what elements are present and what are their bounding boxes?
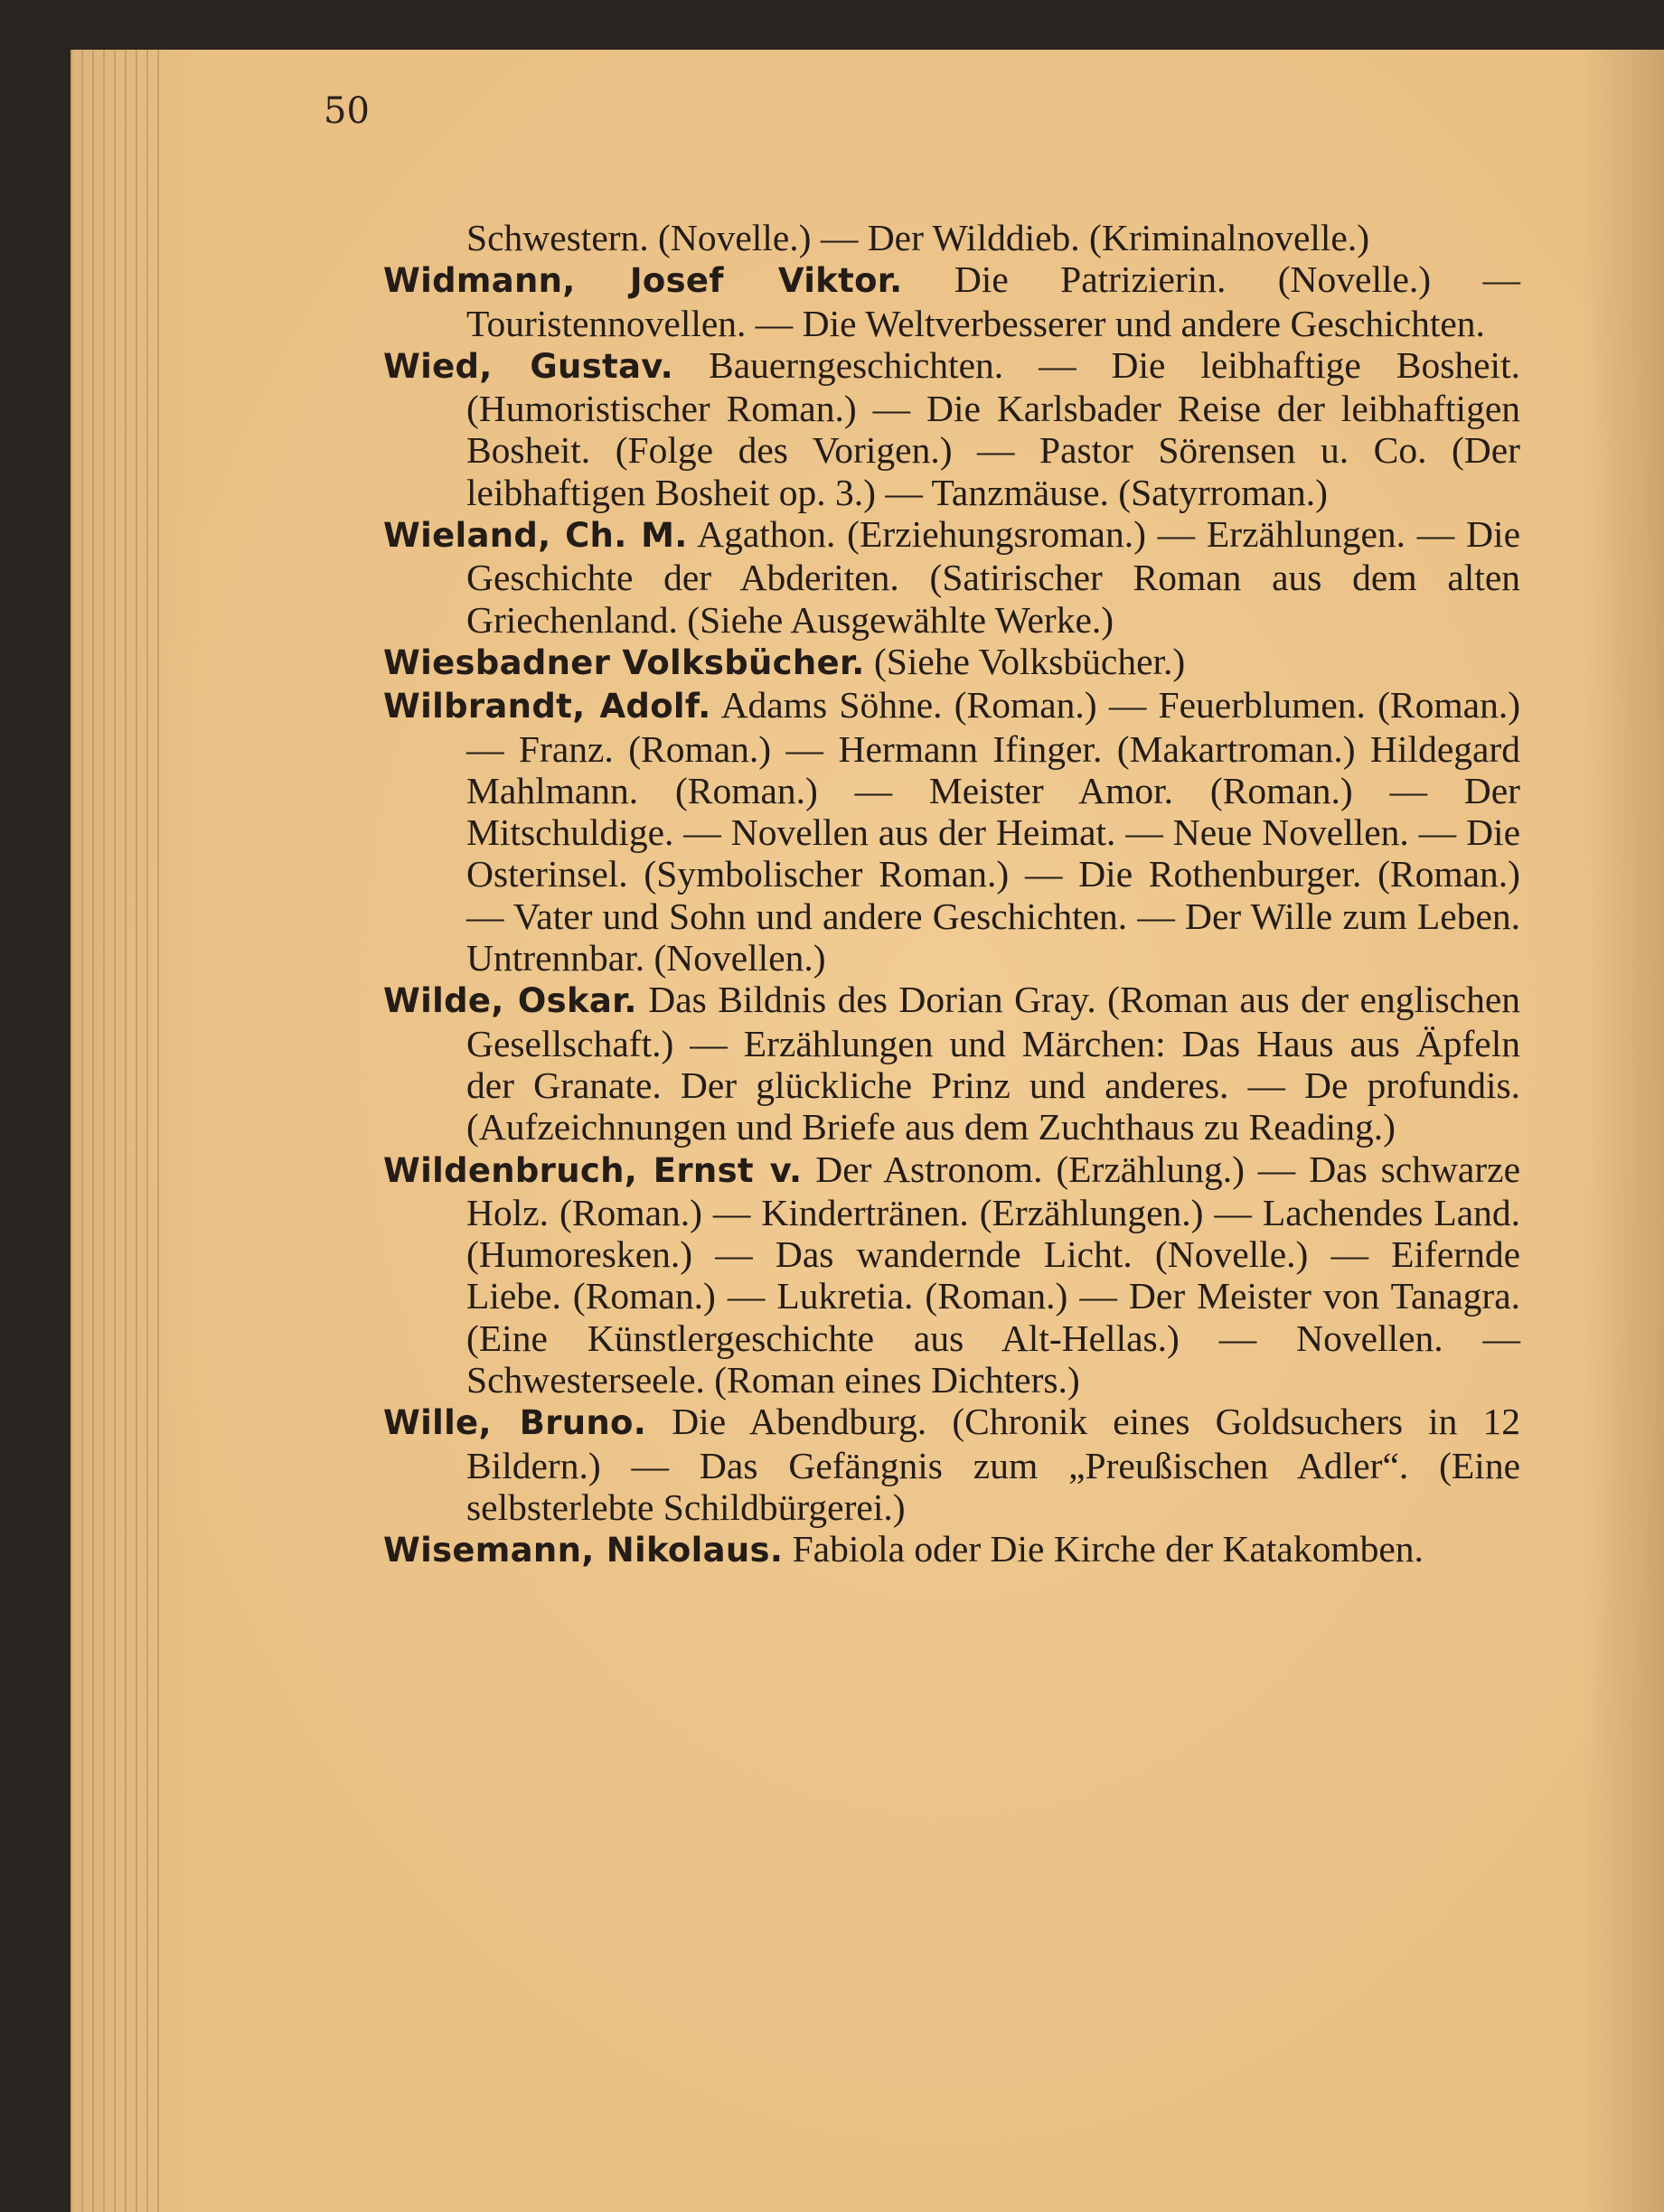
- catalog-entry-continuation: [383, 217, 1520, 258]
- entry-text: Schwestern. (Novelle.) — Der Wilddieb. (Kriminalnovelle.): [466, 217, 1370, 258]
- catalog-text: [383, 217, 1520, 1572]
- catalog-entry-wille: [383, 1401, 1520, 1528]
- catalog-entry-wied: [383, 344, 1520, 513]
- entry-author: Widmann, Josef Viktor.: [383, 261, 903, 301]
- page-number: 50: [324, 90, 370, 132]
- entry-author: Wisemann, Nikolaus.: [383, 1531, 784, 1570]
- entry-text: Der Astronom. (Erzählung.) — Das schwarze Holz. (Roman.) — Kindertränen. (Erzählungen.) — Lachendes Land. (Humoresken.) — Das wandernde Licht. (Novelle.) — Eifernde Liebe. (Roman.) — Lukretia. (Roman.) — Der Meister von Tanagra. (Eine Künstlergeschichte aus Alt-Hellas.) — Novellen. — Schwesterseele. (Roman eines Dichters.): [466, 1148, 1520, 1401]
- entry-text: Bauerngeschichten. — Die leibhaftige Bosheit. (Humoristischer Roman.) — Die Karlsbader Reise der leibhaftigen Bosheit. (Folge des Vorigen.) — Pastor Sörensen u. Co. (Der leibhaftigen Bosheit op. 3.) — Tanzmäuse. (Satyrroman.): [466, 343, 1520, 513]
- catalog-entry-wilbrandt: [383, 684, 1520, 979]
- entry-author: Wieland, Ch. M.: [383, 516, 688, 556]
- entry-text: (Siehe Volksbücher.): [873, 640, 1186, 682]
- catalog-entry-wiesbadner: [383, 641, 1520, 684]
- page-shadow-decoration: [1583, 50, 1664, 2212]
- catalog-entry-widmann: [383, 258, 1520, 344]
- entry-text: Das Bildnis des Dorian Gray. (Roman aus der englischen Gesellschaft.) — Erzählungen und Märchen: Das Haus aus Äpfeln der Granate. Der glückliche Prinz und anderes. — De profundis. (Aufzeichnungen und Briefe aus dem Zuchthaus zu Reading.): [466, 979, 1521, 1148]
- catalog-entry-wisemann: [383, 1528, 1520, 1571]
- entry-author: Wilbrandt, Adolf.: [383, 687, 711, 726]
- entry-author: Wille, Bruno.: [383, 1403, 647, 1443]
- entry-author: Wiesbadner Volksbücher.: [383, 642, 865, 682]
- entry-text: Die Patrizierin. (Novelle.) — Touristennovellen. — Die Weltverbesserer und andere Geschichten.: [466, 258, 1521, 344]
- entry-author: Wied, Gustav.: [383, 346, 674, 386]
- catalog-entry-wilde: [383, 979, 1520, 1148]
- entry-author: Wilde, Oskar.: [383, 981, 637, 1021]
- entry-text: Die Abendburg. (Chronik eines Goldsuchers in 12 Bildern.) — Das Gefängnis zum „Preußischen Adler“. (Eine selbsterlebte Schildbürgerei.): [466, 1401, 1521, 1528]
- entry-text: Adams Söhne. (Roman.) — Feuerblumen. (Roman.) — Franz. (Roman.) — Hermann Ifinger. (Makartroman.) Hildegard Mahlmann. (Roman.) — Meister Amor. (Roman.) — Der Mitschuldige. — Novellen aus der Heimat. — Neue Novellen. — Die Osterinsel. (Symbolischer Roman.) — Die Rothenburger. (Roman.) — Vater und Sohn und andere Geschichten. — Der Wille zum Leben. Untrennbar. (Novellen.): [466, 684, 1521, 979]
- catalog-entry-wieland: [383, 513, 1520, 641]
- page-edges-decoration: [71, 50, 161, 2212]
- entry-author: Wildenbruch, Ernst v.: [383, 1150, 803, 1190]
- entry-text: Agathon. (Erziehungsroman.) — Erzählungen. — Die Geschichte der Abderiten. (Satirischer Roman aus dem alten Griechenland. (Siehe Ausgewählte Werke.): [466, 513, 1520, 641]
- entry-text: Fabiola oder Die Kirche der Katakomben.: [792, 1528, 1424, 1570]
- catalog-entry-wildenbruch: [383, 1148, 1520, 1401]
